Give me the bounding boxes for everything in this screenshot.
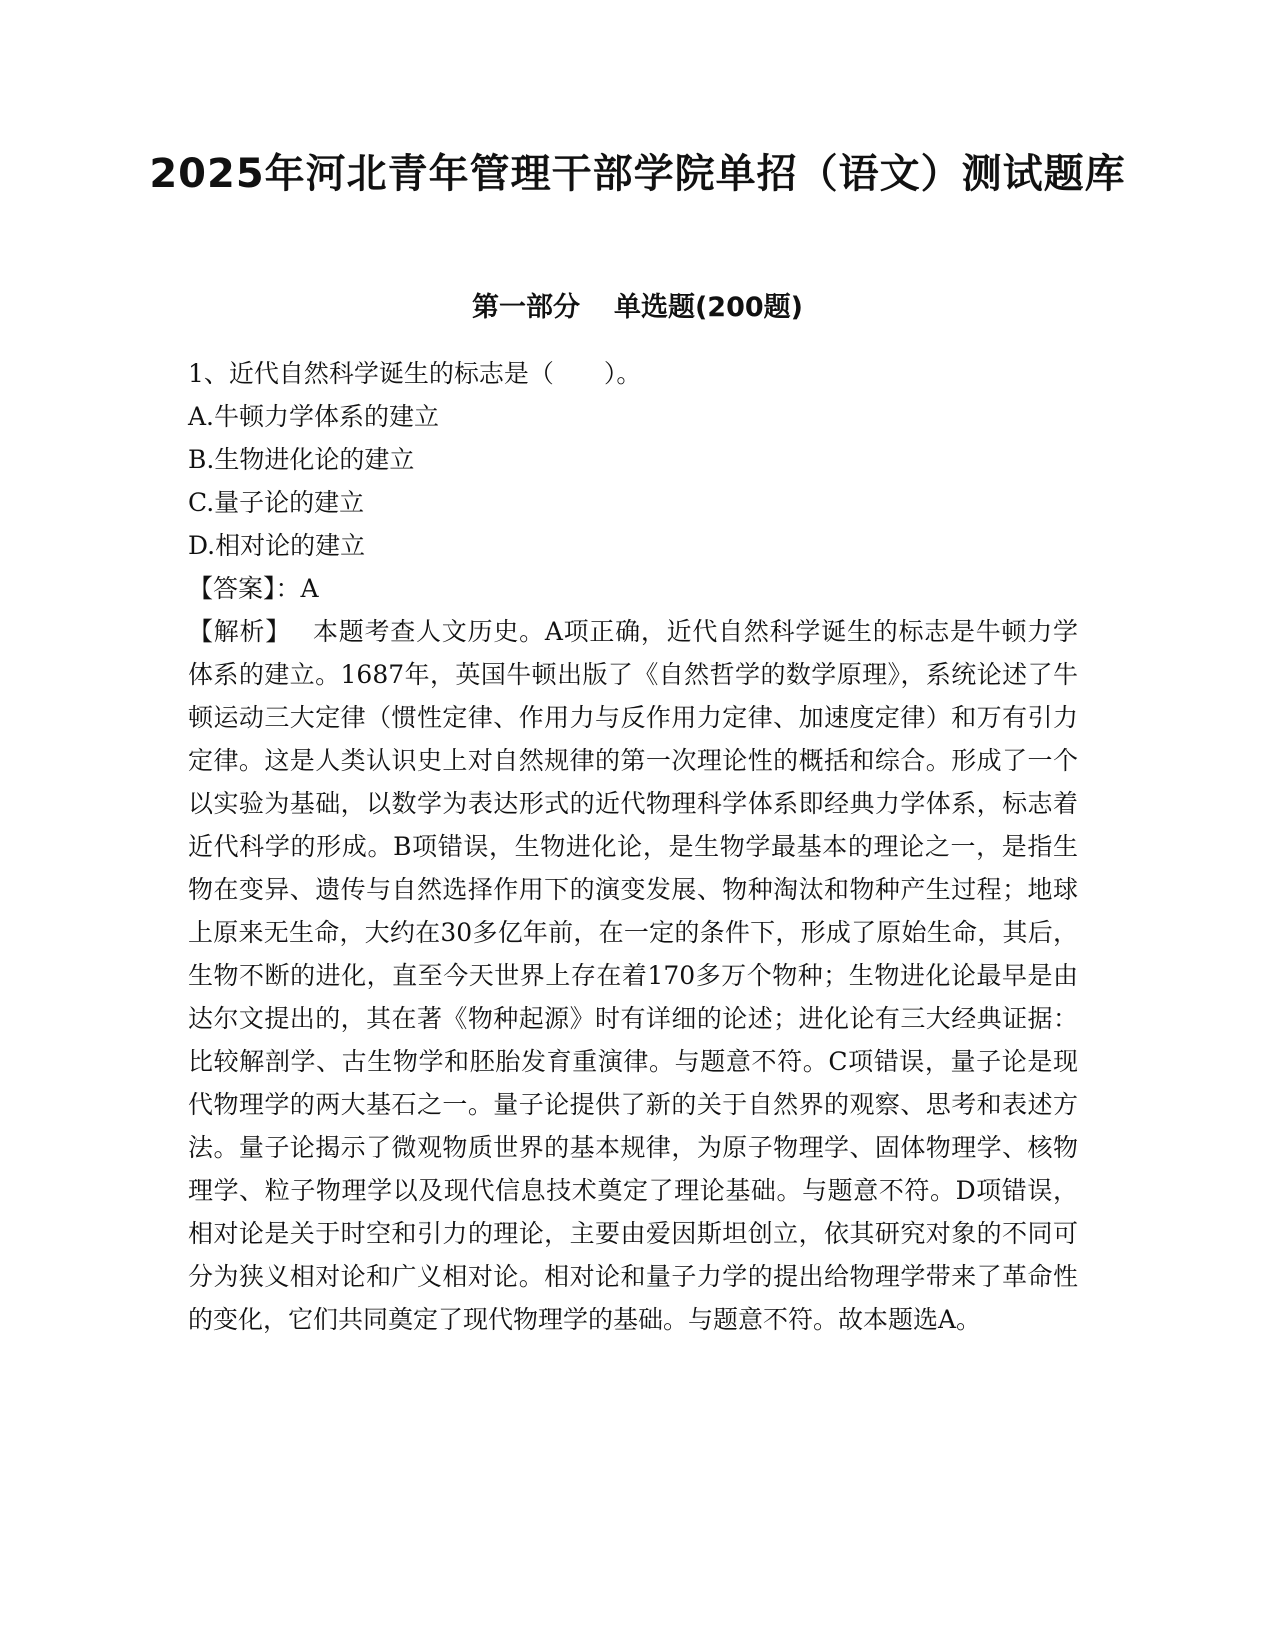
question-block	[188, 352, 1078, 1341]
section-part: 第一部分	[471, 292, 580, 323]
option-c: C.量子论的建立	[188, 488, 365, 517]
answer-line	[188, 567, 1078, 610]
answer-label: 【答案】：	[188, 574, 301, 603]
explanation-paragraph	[188, 610, 1078, 1341]
question-stem: 1、近代自然科学诞生的标志是（ ）。	[188, 359, 642, 388]
explanation-text: 本题考查人文历史。A项正确，近代自然科学诞生的标志是牛顿力学体系的建立。1687年，英国牛顿出版了《自然哲学的数学原理》，系统论述了牛顿运动三大定律（惯性定律、作用力与反作用力定律、加速度定律）和万有引力定律。这是人类认识史上对自然规律的第一次理论性的概括和综合。形成了一个以实验为基础，以数学为表达形式的近代物理科学体系即经典力学体系，标志着近代科学的形成。B项错误，生物进化论，是生物学最基本的理论之一，是指生物在变异、遗传与自然选择作用下的演变发展、物种淘汰和物种产生过程；地球上原来无生命，大约在30多亿年前，在一定的条件下，形成了原始生命，其后，生物不断的进化，直至今天世界上存在着170多万个物种；生物进化论最早是由达尔文提出的，其在著《物种起源》时有详细的论述；进化论有三大经典证据：比较解剖学、古生物学和胚胎发育重演律。与题意不符。C项错误，量子论是现代物理学的两大基石之一。量子论提供了新的关于自然界的观察、思考和表述方法。量子论揭示了微观物质世界的基本规律，为原子物理学、固体物理学、核物理学、粒子物理学以及现代信息技术奠定了理论基础。与题意不符。D项错误，相对论是关于时空和引力的理论，主要由爱因斯坦创立，依其研究对象的不同可分为狭义相对论和广义相对论。相对论和量子力学的提出给物理学带来了革命性的变化，它们共同奠定了现代物理学的基础。与题意不符。故本题选A。	[188, 617, 1078, 1334]
section-name: 单选题(200题)	[613, 292, 804, 323]
answer-value: A	[300, 574, 319, 603]
explanation-label: 【解析】	[188, 617, 292, 646]
option-b: B.生物进化论的建立	[188, 445, 415, 474]
option-d: D.相对论的建立	[188, 531, 366, 560]
option-a: A.牛顿力学体系的建立	[188, 402, 440, 431]
document-title: 2025年河北青年管理干部学院单招（语文）测试题库	[149, 151, 1126, 197]
section-heading	[0, 290, 1275, 326]
